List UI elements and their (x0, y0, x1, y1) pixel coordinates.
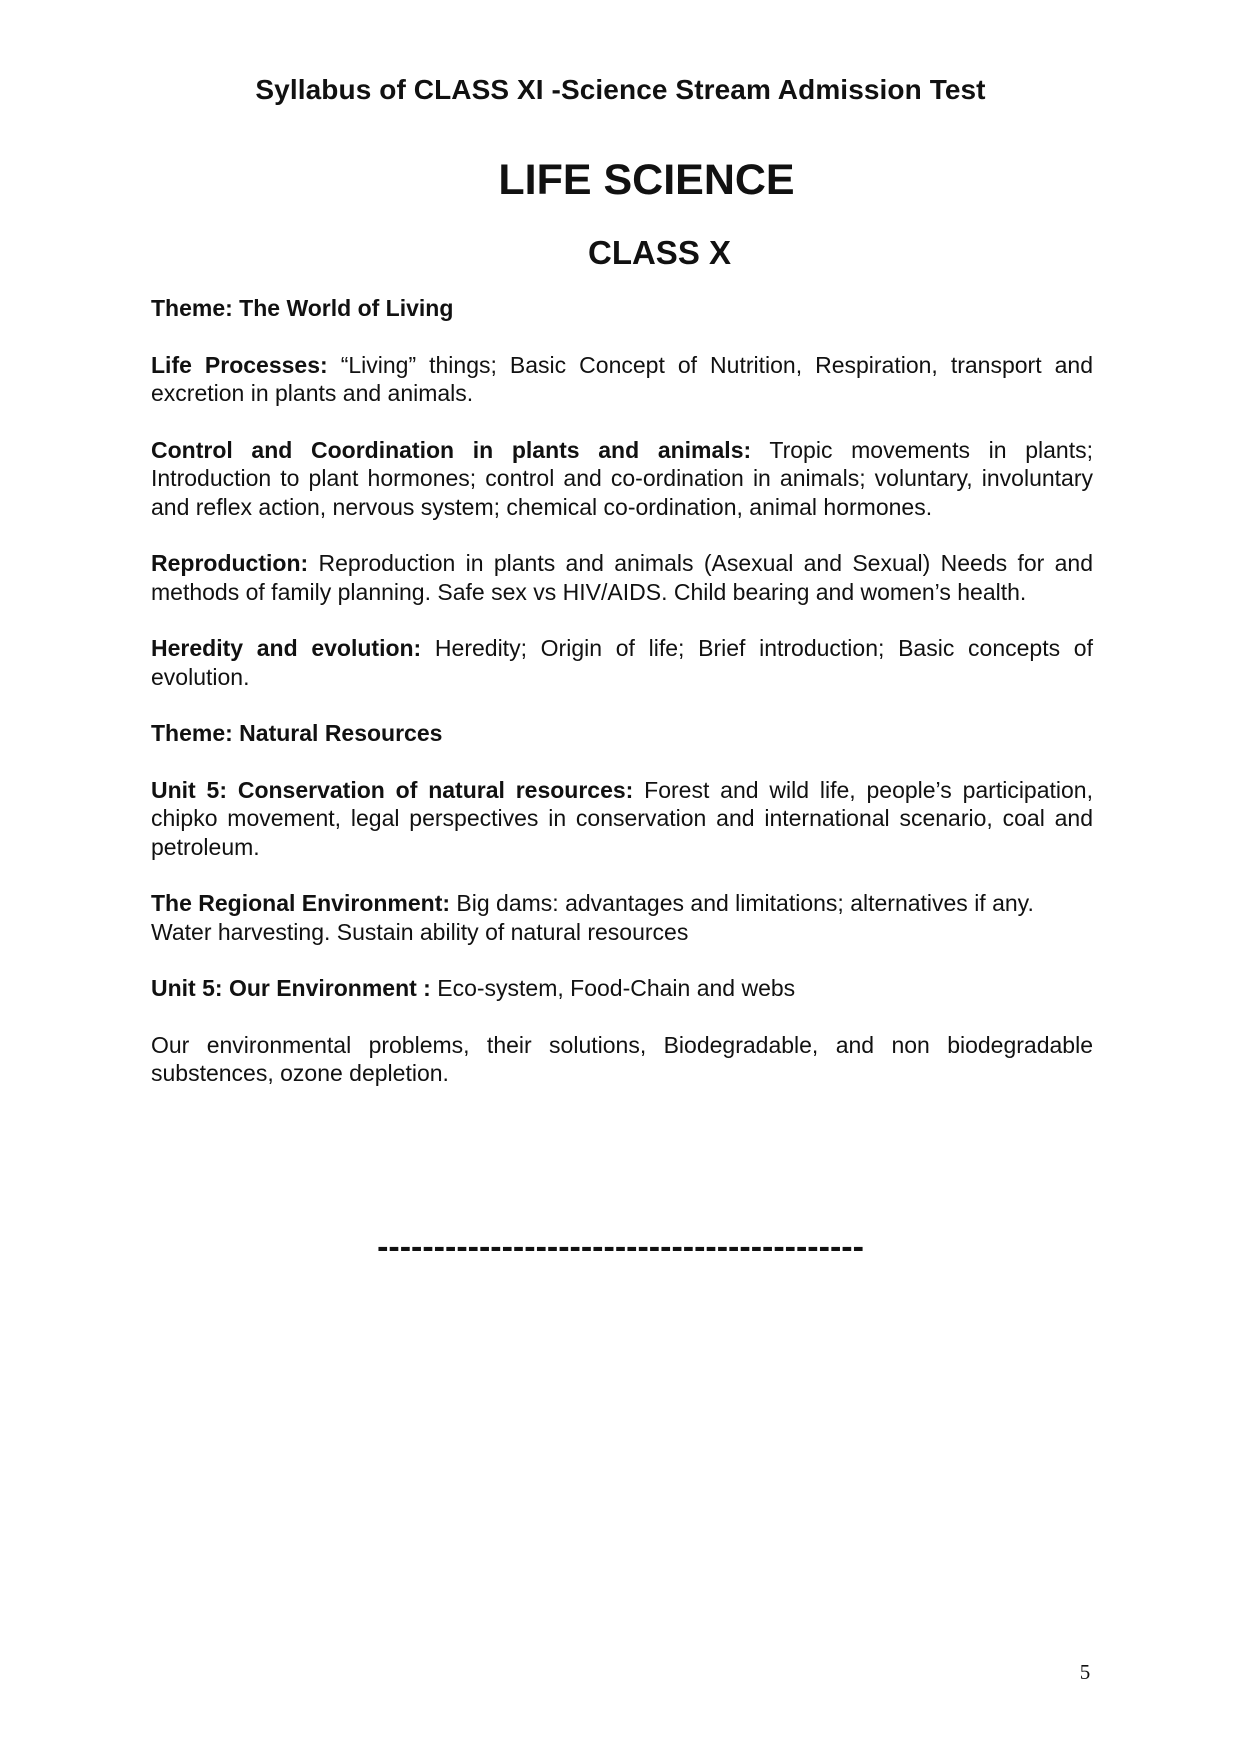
topic-text: Forest and wild life, people’s participation, chipko movement, legal perspectives in conservation and international scenario, coal and petroleum. (151, 776, 1093, 860)
syllabus-content (151, 294, 1093, 1116)
topic-our-environment (151, 974, 1093, 1003)
topic-reproduction (151, 549, 1093, 606)
topic-heading: The Regional Environment: (151, 890, 451, 916)
topic-text: Big dams: advantages and limitations; alternatives if any. Water harvesting. Sustain ability of natural resources (151, 890, 1034, 945)
subject-title: LIFE SCIENCE (498, 156, 795, 204)
topic-text: Heredity; Origin of life; Brief introduction; Basic concepts of evolution. (151, 635, 1093, 690)
topic-text: Tropic movements in plants; Introduction to plant hormones; control and co-ordination in animals; voluntary, involuntary and reflex action, nervous system; chemical co-ordination, animal hormones. (151, 436, 1093, 520)
class-title: CLASS X (587, 234, 732, 271)
topic-control-coordination (151, 436, 1093, 522)
theme-heading-natural-resources: Theme: Natural Resources (151, 720, 443, 746)
topic-heading: Control and Coordination in plants and animals: (151, 436, 752, 463)
theme-heading-world-of-living: Theme: The World of Living (151, 295, 454, 321)
topic-text: Our environmental problems, their solutions, Biodegradable, and non biodegradable substences, ozone depletion. (151, 1031, 1093, 1086)
topic-text: Reproduction in plants and animals (Asexual and Sexual) Needs for and methods of family planning. Safe sex vs HIV/AIDS. Child bearing and women’s health. (151, 550, 1093, 605)
topic-conservation-natural-resources (151, 776, 1093, 862)
topic-heading: Unit 5: Our Environment : (151, 975, 431, 1001)
topic-regional-environment (151, 889, 1093, 946)
topic-heading: Life Processes: (151, 351, 328, 378)
topic-heading: Unit 5: Conservation of natural resources: (151, 776, 634, 803)
topic-heredity-evolution (151, 634, 1093, 691)
topic-text: “Living” things; Basic Concept of Nutrition, Respiration, transport and excretion in plants and animals. (151, 351, 1094, 406)
topic-heading: Reproduction: (151, 550, 309, 576)
section-divider: ------------------------------------------- (377, 1228, 864, 1266)
page-number: 5 (1079, 1660, 1091, 1684)
topic-life-processes (151, 351, 1093, 408)
topic-heading: Heredity and evolution: (151, 635, 422, 661)
page-header-title: Syllabus of CLASS XI -Science Stream Admission Test (255, 74, 986, 105)
topic-environmental-problems (151, 1031, 1093, 1088)
topic-text: Eco-system, Food-Chain and webs (430, 975, 796, 1001)
